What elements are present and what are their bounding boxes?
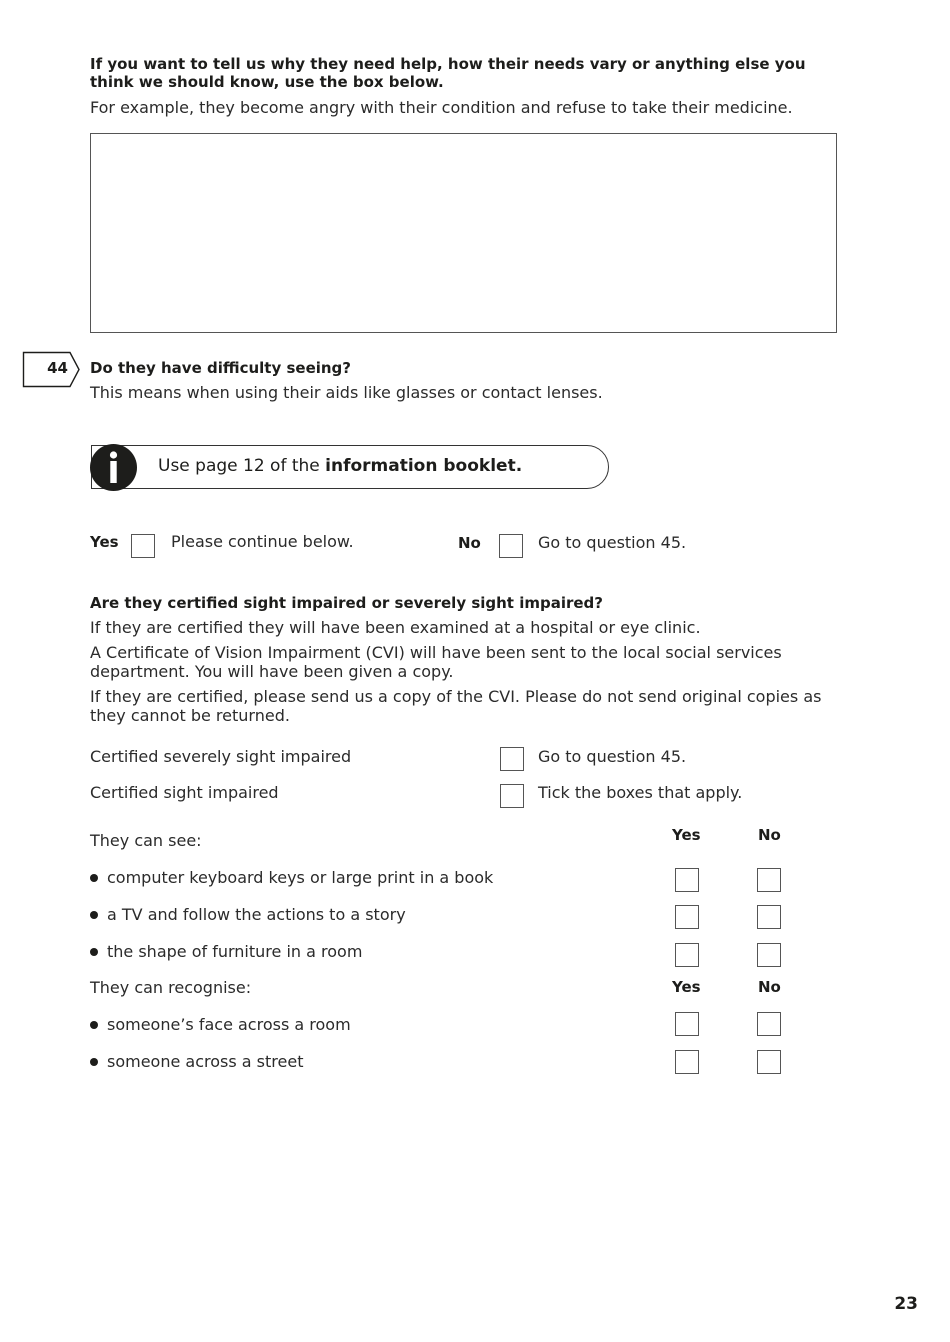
list-item bbox=[90, 905, 406, 924]
can-see-yes-header: Yes bbox=[672, 826, 701, 844]
question-subtitle: This means when using their aids like glasses or contact lenses. bbox=[90, 383, 603, 402]
question-number: 44 bbox=[47, 359, 68, 377]
list-item-text: the shape of furniture in a room bbox=[107, 942, 363, 961]
no-instruction: Go to question 45. bbox=[538, 533, 687, 552]
can-see-tv-yes-checkbox[interactable] bbox=[675, 905, 699, 929]
no-label: No bbox=[458, 534, 481, 552]
can-see-tv-no-checkbox[interactable] bbox=[757, 905, 781, 929]
can-see-keyboard-yes-checkbox[interactable] bbox=[675, 868, 699, 892]
yes-label: Yes bbox=[90, 533, 119, 551]
option-severely-instruction: Go to question 45. bbox=[538, 747, 687, 766]
option-severely-checkbox[interactable] bbox=[500, 747, 524, 771]
yes-checkbox[interactable] bbox=[131, 534, 155, 558]
can-recognise-no-header: No bbox=[758, 978, 781, 996]
info-icon-glyph bbox=[90, 444, 137, 491]
page-number: 23 bbox=[894, 1294, 918, 1314]
list-item bbox=[90, 1015, 351, 1034]
certified-heading: Are they certified sight impaired or severely sight impaired? bbox=[90, 594, 603, 612]
additional-info-box[interactable] bbox=[90, 133, 837, 333]
recognise-street-no-checkbox[interactable] bbox=[757, 1050, 781, 1074]
bullet bbox=[90, 1021, 98, 1029]
can-see-keyboard-no-checkbox[interactable] bbox=[757, 868, 781, 892]
bullet bbox=[90, 1058, 98, 1066]
bullet bbox=[90, 874, 98, 882]
info-booklet-link: information booklet. bbox=[325, 456, 523, 476]
can-see-furniture-yes-checkbox[interactable] bbox=[675, 943, 699, 967]
intro-heading: If you want to tell us why they need help, how their needs vary or anything else you think we should know, use the box below. bbox=[90, 55, 806, 91]
list-item bbox=[90, 942, 362, 961]
yes-instruction: Please continue below. bbox=[171, 532, 354, 551]
certified-para-3: If they are certified, please send us a copy of the CVI. Please do not send original copies as they cannot be returned. bbox=[90, 687, 822, 725]
recognise-street-yes-checkbox[interactable] bbox=[675, 1050, 699, 1074]
info-text-prefix: Use page 12 of the bbox=[158, 456, 326, 476]
option-severely-label: Certified severely sight impaired bbox=[90, 747, 352, 766]
option-sight-impaired-checkbox[interactable] bbox=[500, 784, 524, 808]
no-checkbox[interactable] bbox=[499, 534, 523, 558]
list-item bbox=[90, 1052, 303, 1071]
can-see-no-header: No bbox=[758, 826, 781, 844]
can-recognise-label: They can recognise: bbox=[90, 978, 252, 997]
additional-info-textarea[interactable] bbox=[91, 134, 836, 332]
option-sight-impaired-label: Certified sight impaired bbox=[90, 783, 279, 802]
list-item-text: someone’s face across a room bbox=[107, 1015, 351, 1034]
recognise-face-no-checkbox[interactable] bbox=[757, 1012, 781, 1036]
certified-para-1: If they are certified they will have been examined at a hospital or eye clinic. bbox=[90, 618, 701, 637]
list-item bbox=[90, 868, 493, 887]
option-sight-impaired-instruction: Tick the boxes that apply. bbox=[538, 783, 743, 802]
can-see-furniture-no-checkbox[interactable] bbox=[757, 943, 781, 967]
can-recognise-yes-header: Yes bbox=[672, 978, 701, 996]
bullet bbox=[90, 911, 98, 919]
can-see-label: They can see: bbox=[90, 831, 202, 850]
certified-para-2: A Certificate of Vision Impairment (CVI) will have been sent to the local social services department. You will have been given a copy. bbox=[90, 643, 782, 681]
info-text bbox=[158, 456, 522, 476]
question-title: Do they have difficulty seeing? bbox=[90, 359, 351, 377]
recognise-face-yes-checkbox[interactable] bbox=[675, 1012, 699, 1036]
intro-example: For example, they become angry with their condition and refuse to take their medicine. bbox=[90, 98, 793, 117]
info-icon bbox=[90, 444, 137, 491]
list-item-text: computer keyboard keys or large print in a book bbox=[107, 868, 494, 887]
list-item-text: someone across a street bbox=[107, 1052, 304, 1071]
list-item-text: a TV and follow the actions to a story bbox=[107, 905, 406, 924]
bullet bbox=[90, 948, 98, 956]
